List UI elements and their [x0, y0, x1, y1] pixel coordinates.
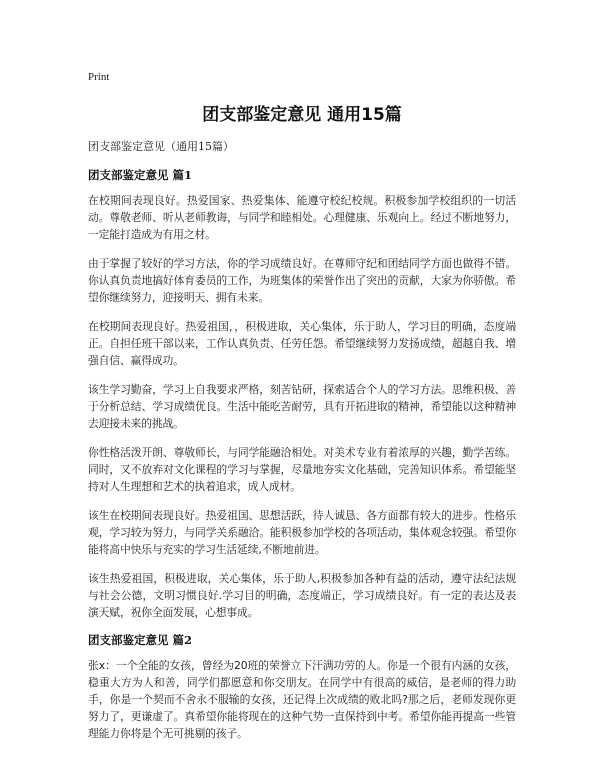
paragraph: 由于掌握了较好的学习方法，你的学习成绩良好。在尊师守纪和团结同学方面也做得不错。你认真负责地搞好体育委员的工作，为班集体的荣誉作出了突出的贡献，大家为你骄傲。希望你继续努力，迎接明天、拥有未来。	[88, 257, 516, 304]
paragraph: 在校期间表现良好。热爱国家、热爱集体、能遵守校纪校规。积极参加学校组织的一切活动。尊敬老师、听从老师教诲，与同学和睦相处。心理健康、乐观向上。经过不断地努力，一定能打造成为有用之材。	[88, 194, 516, 241]
section-2	[88, 633, 516, 742]
document-subtitle: 团支部鉴定意见（通用15篇）	[88, 140, 234, 153]
paragraph: 张x：一个全能的女孩，曾经为20班的荣誉立下汗满功劳的人。你是一个很有内涵的女孩，稳重大方为人和善，同学们都愿意和你交朋友。在同学中有很高的威信，是老师的得力助手，你是一个契而不舍永不服输的女孩，还记得上次成绩的败北吗?那之后，老师发现你更努力了，更谦虚了。真希望你能将现在的这种气势一直保持到中考。希望你能再提高一些管理能力你将是个无可挑剔的孩子。	[88, 659, 516, 740]
section-heading: 团支部鉴定意见 篇1	[88, 168, 193, 182]
section-1	[88, 168, 516, 621]
document-page	[88, 70, 516, 754]
paragraph: 在校期间表现良好。热爱祖国，，积极进取，关心集体，乐于助人，学习目的明确，态度端正。自担任班干部以来，工作认真负责、任劳任怨。希望继续努力发扬成绩，超越自我、增强自信、赢得成功。	[88, 320, 516, 367]
paragraph: 该生在校期间表现良好。热爱祖国、思想活跃，待人诚恳、各方面都有较大的进步。性格乐观，学习较为努力，与同学关系融洽。能积极参加学校的各项活动，集体观念较强。希望你能将高中快乐与充实的学习生活延续,不断地前进。	[88, 509, 516, 556]
paragraph: 你性格活泼开朗、尊敬师长，与同学能融洽相处。对美术专业有着浓厚的兴趣，勤学苦练。同时，又不放弃对文化课程的学习与掌握，尽量地夯实文化基础，完善知识体系。希望能坚持对人生理想和艺术的执着追求，成人成材。	[88, 446, 516, 493]
section-heading: 团支部鉴定意见 篇2	[88, 633, 193, 647]
print-link[interactable]: Print	[88, 71, 110, 83]
document-title: 团支部鉴定意见 通用15篇	[202, 105, 402, 125]
paragraph: 该生热爱祖国，积极进取，关心集体，乐于助人,积极参加各种有益的活动，遵守法纪法规与社会公德，文明习惯良好.学习目的明确，态度端正，学习成绩良好。有一定的表达及表演天赋，祝你全面发展，心想事成。	[88, 572, 516, 619]
paragraph: 该生学习勤奋，学习上自我要求严格，刻苦钻研，探索适合个人的学习方法。思维积极、善于分析总结、学习成绩优良。生活中能吃苦耐劳，具有开拓进取的精神，希望能以这种精神去迎接未来的挑战。	[88, 383, 516, 430]
